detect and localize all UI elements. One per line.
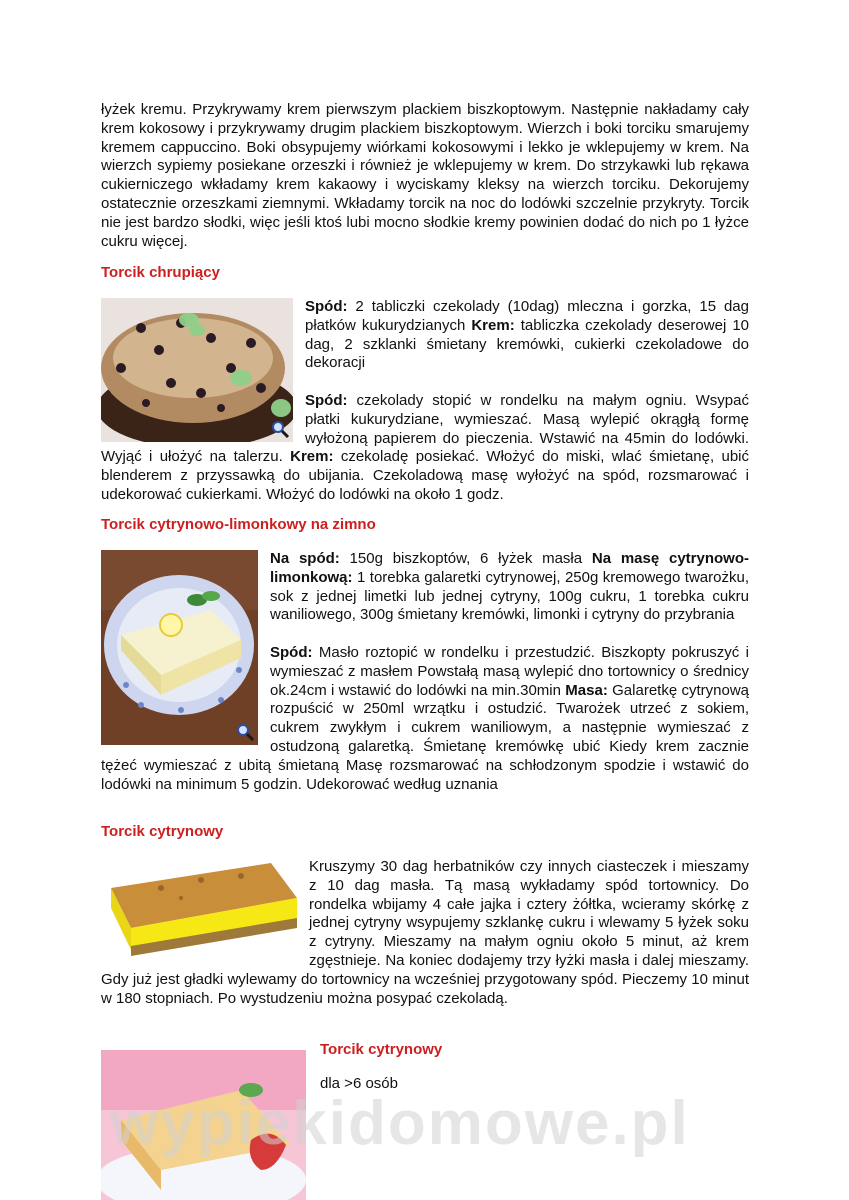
magnifier-icon[interactable] — [236, 723, 254, 741]
recipe1-body — [101, 298, 749, 505]
magnifier-icon[interactable] — [271, 420, 289, 438]
recipe2-method-label2: Masa: — [565, 681, 608, 699]
recipe1-method-label1: Spód: — [305, 391, 348, 409]
recipe1-ingredients-text1: 2 tabliczki czekolady (10dag) mleczna i gorzka, 15 dag płatków kukurydzianych — [305, 298, 749, 334]
recipe3-text: Kruszymy 30 dag herbatników czy innych ciasteczek i mieszamy z 10 dag masła. Tą masą wykładamy spód tortownicy. Do rondelka wbijamy 4 całe jajka i cztery żółtka, wcieramy skórkę z jednej cytryny wsypujemy szklankę cukru i wlewamy 5 łyżek soku z cytryny. Mieszamy na małym ogniu około 5 minut, aż krem zgęstnieje. Na koniec dodajemy trzy łyżki masła i dalej mieszamy. Gdy już jest gładki wylewamy do tortownicy na wcześniej przygotowany spód. Pieczemy 10 minut w 180 stopniach. Po wystudzeniu można posypać czekoladą. — [101, 858, 749, 1007]
recipe2-ingredients-text1: 150g biszkoptów, 6 łyżek masła — [339, 550, 592, 567]
recipe1-photo — [101, 298, 293, 442]
recipe2-ingredients-label2: Na masę cytrynowo-limonkową: — [270, 550, 749, 586]
recipe1-method-text1: czekolady stopić w rondelku na małym ogniu. Wsypać płatki kukurydziane, wymieszać. Masą wylepić okrągłą formę wyłożoną papierem do pieczenia. Wstawić na 45min do lodówki. Wyjąć i ułożyć na talerzu. — [101, 391, 749, 466]
recipe2-photo — [101, 550, 258, 745]
crunchy-cake-image — [101, 298, 293, 442]
recipe4-servings: dla >6 osób — [320, 1075, 398, 1092]
lemon-cake-image — [101, 858, 297, 958]
lemon-lime-cake-image — [101, 550, 258, 745]
recipe2-method-text1: Masło roztopić w rondelku i przestudzić. Biszkopty pokruszyć i wymieszać z masłem Powstałą masą wylepić dno tortownicy o średnicy ok.24cm i wstawić do lodówki na min.30min — [270, 643, 749, 699]
recipe2-ingredients-text2: 1 torebka galaretki cytrynowej, 250g kremowego twarożku, sok z jednej limetki lub jednej cytryny, 100g cukru, 1 torebka cukru waniliowego, 300g śmietany kremówki, limonki i cytryny do przybrania — [270, 568, 749, 624]
recipe2-title: Torcik cytrynowo-limonkowy na zimno — [101, 516, 376, 533]
recipe3-photo — [101, 858, 297, 958]
recipe1-ingredients-text2: tabliczka czekolady deserowej 10 dag, 2 szklanki śmietany kremówki, cukierki czekoladowe do dekoracji — [305, 316, 750, 372]
recipe1-ingredients-label2: Krem: — [471, 316, 515, 334]
recipe1-ingredients-label1: Spód: — [305, 298, 348, 315]
recipe4-title: Torcik cytrynowy — [320, 1041, 443, 1058]
recipe3-body — [101, 858, 749, 1008]
recipe2-ingredients-label1: Na spód: — [270, 550, 340, 567]
recipe2-body — [101, 550, 749, 794]
intro-paragraph — [101, 101, 749, 251]
recipe1-method-label2: Krem: — [290, 448, 334, 466]
watermark: wypiekidomowe.pl — [110, 1089, 690, 1158]
recipe3-title: Torcik cytrynowy — [101, 823, 224, 840]
intro-text: łyżek kremu. Przykrywamy krem pierwszym plackiem biszkoptowym. Następnie nakładamy cały krem kokosowy i przykrywamy drugim plackiem biszkoptowym. Wierzch i boki torciku smarujemy kremem cappuccino. Boki obsypujemy wiórkami kokosowymi i lekko je wklepujemy w krem. Na wierzch sypiemy posiekane orzeszki i również je wklepujemy w krem. Do strzykawki lub rękawa cukierniczego wkładamy krem kakaowy i wyciskamy kleksy na wierzch torciku. Dekorujemy ostatecznie orzeszkami ziemnymi. Wkładamy torcik na noc do lodówki szczelnie przykryty. Torcik nie jest bardzo słodki, więc jeśli ktoś lubi mocno słodkie kremy powinien dodać do nich po 1 łyżce cukru więcej. — [101, 101, 749, 250]
recipe2-method-text2: Galaretkę cytrynową rozpuścić w 250ml wrzątku i ostudzić. Twarożek utrzeć z sokiem, cukrem zwykłym i cukrem waniliowym, a następnie wymieszać z ostudzoną galaretką. Śmietanę kremówkę ubić Kiedy krem zacznie tężeć wymieszać z ubitą śmietaną Masę rozsmarować na schłodzonym spodzie i wstawić do lodówki na minimum 5 godzin. Udekorować według uznania — [101, 681, 750, 793]
recipe1-method-text2: czekoladę posiekać. Włożyć do miski, wlać śmietanę, ubić blenderem z przyssawką do ubijania. Czekoladową masę wyłożyć na spód, rozsmarować i udekorować cukierkami. Włożyć do lodówki na około 1 godz. — [101, 448, 750, 503]
recipe1-title: Torcik chrupiący — [101, 264, 220, 281]
recipe2-method-label1: Spód: — [270, 643, 313, 661]
